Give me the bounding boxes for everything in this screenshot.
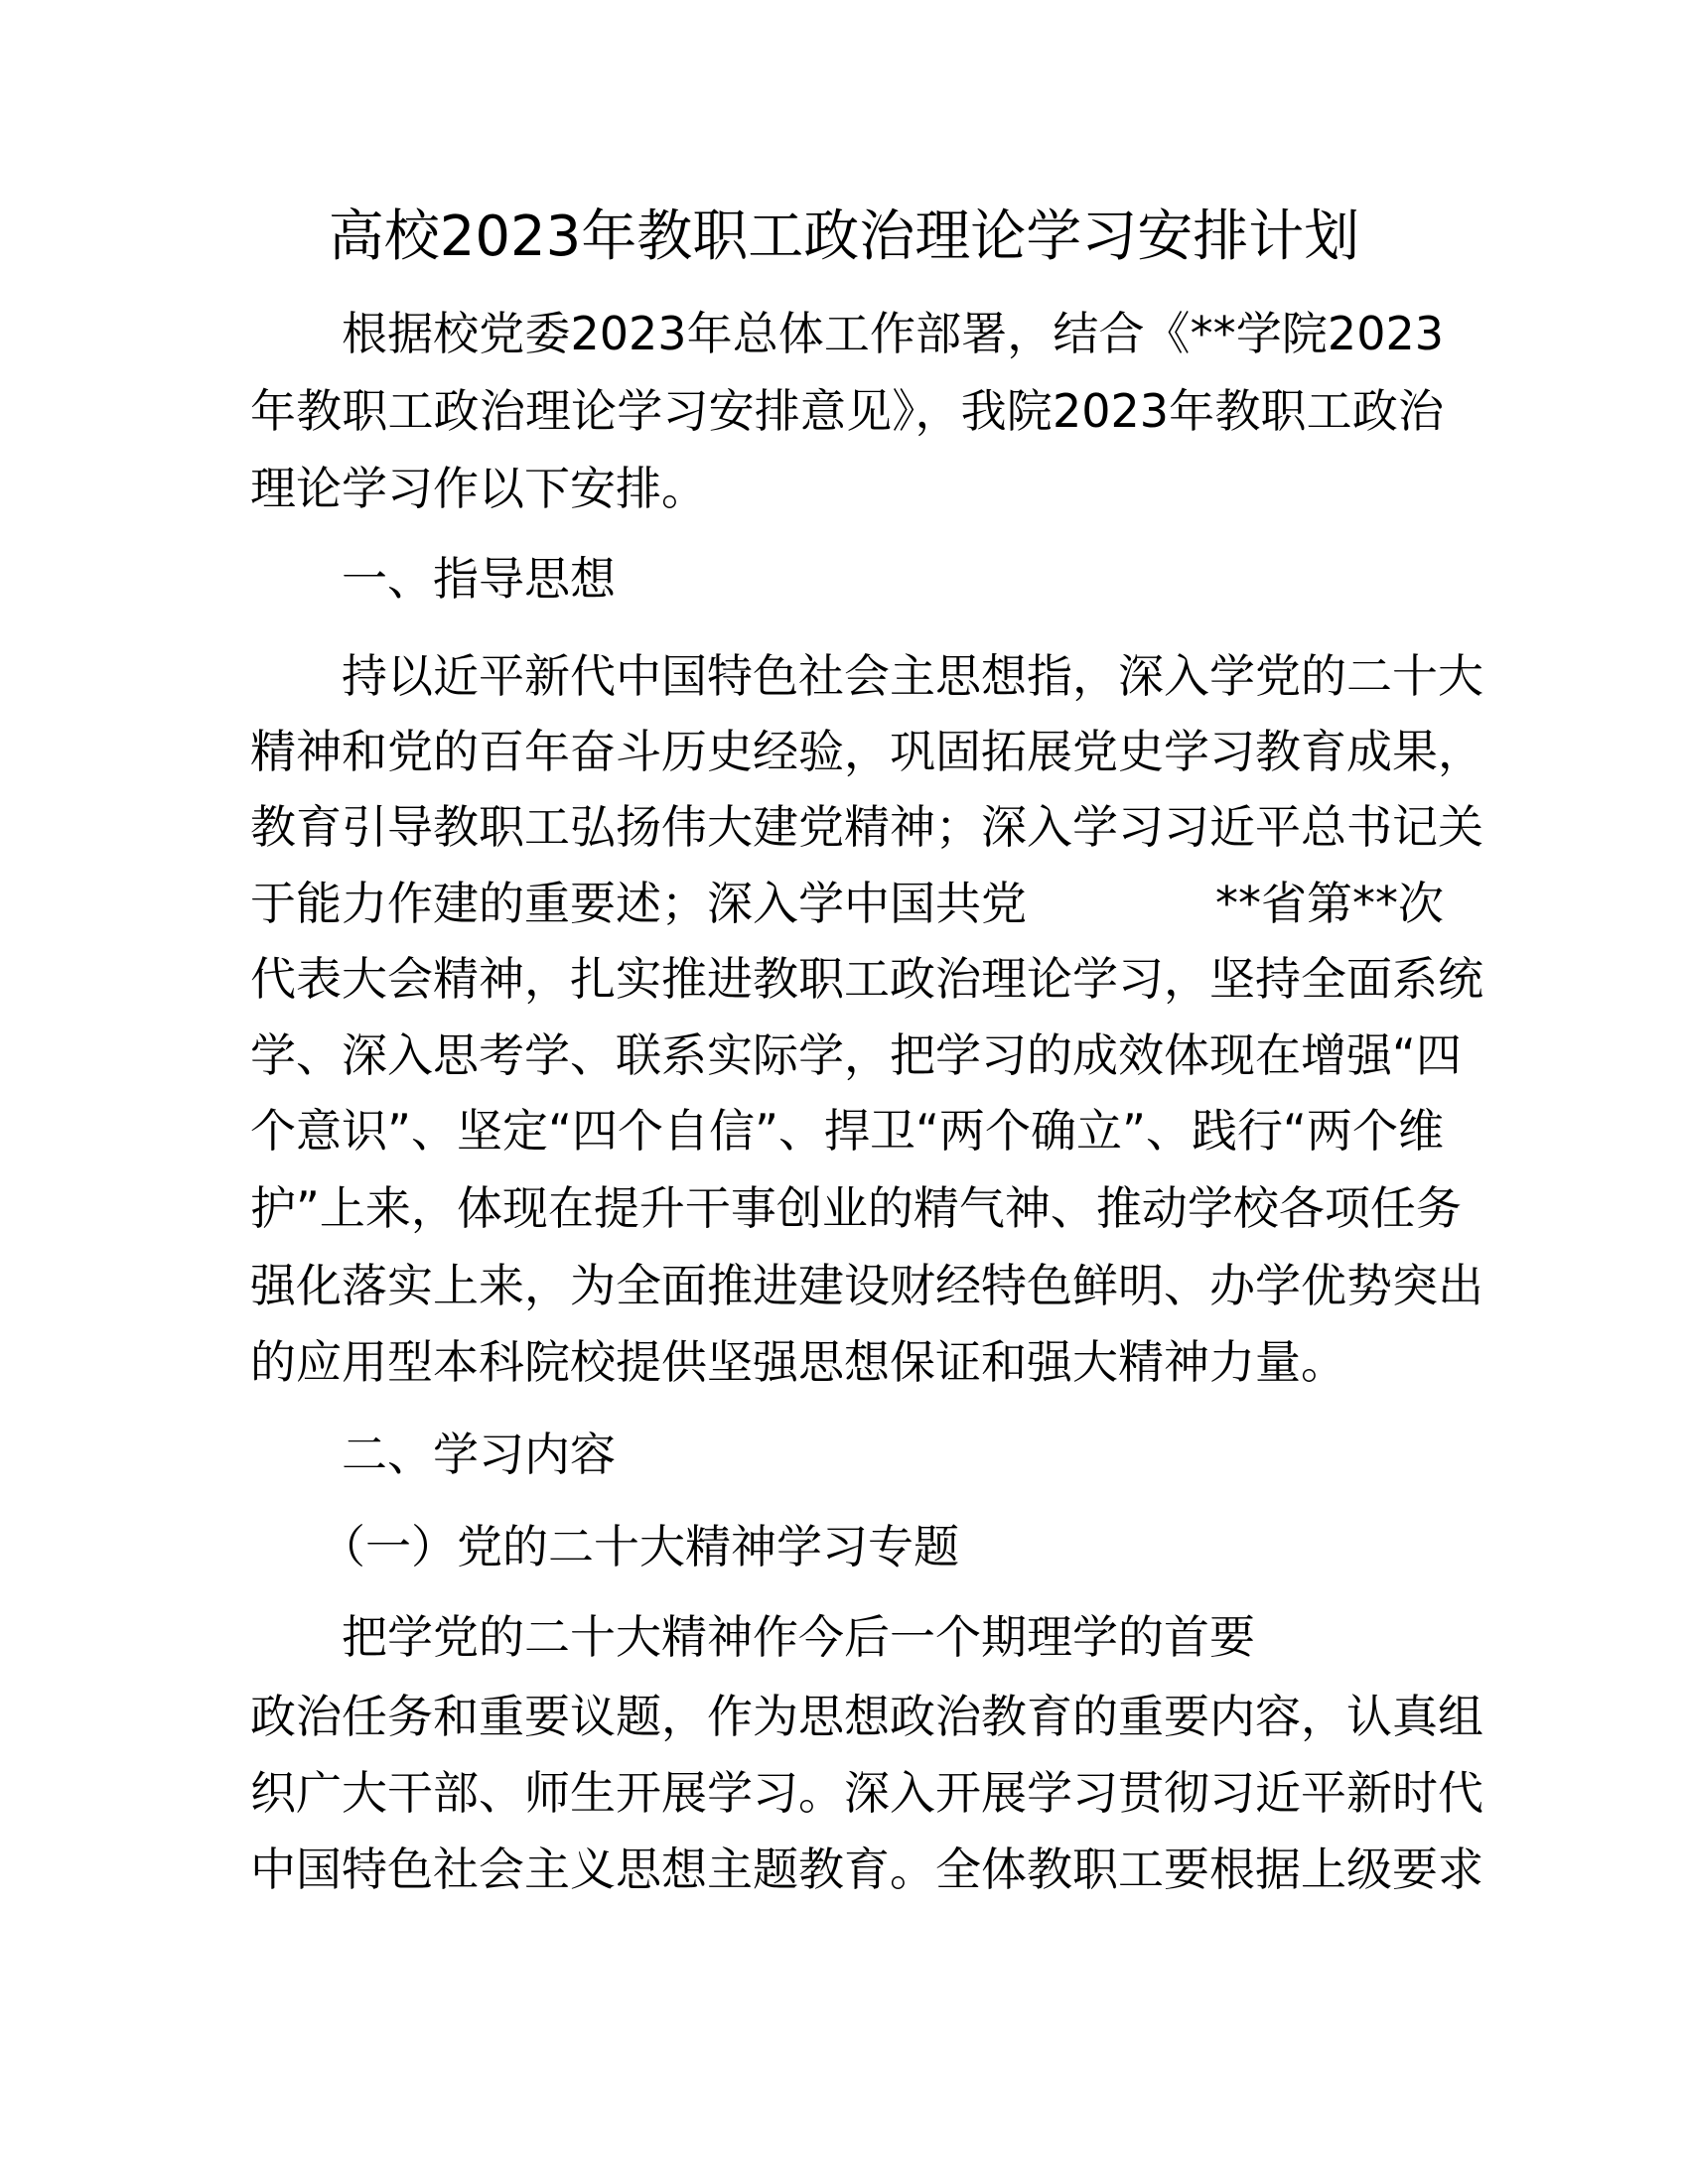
- paragraph-line: 精神和党的百年奋斗历史经验，巩固拓展党史学习教育成果，: [250, 725, 1483, 778]
- paragraph-line: 护”上来，体现在提升干事创业的精气神、推动学校各项任务: [250, 1181, 1462, 1235]
- paragraph-line: 持以近平新代中国特色社会主思想指，深入学党的二十大: [342, 649, 1483, 703]
- paragraph-line: 政治任务和重要议题，作为思想政治教育的重要内容，认真组: [250, 1690, 1483, 1743]
- paragraph-line: 中国特色社会主义思想主题教育。全体教职工要根据上级要求: [250, 1843, 1483, 1896]
- line-segment: **省第**次: [1215, 877, 1444, 930]
- paragraph-line: 织广大干部、师生开展学习。深入开展学习贯彻习近平新时代: [250, 1766, 1483, 1820]
- document-title: 高校2023年教职工政治理论学习安排计划: [328, 205, 1360, 269]
- paragraph-line: 学、深入思考学、联系实际学，把学习的成效体现在增强“四: [250, 1028, 1462, 1082]
- paragraph-line: [250, 874, 1444, 933]
- paragraph-line: 的应用型本科院校提供坚强思想保证和强大精神力量。: [250, 1335, 1346, 1389]
- paragraph-line: 理论学习作以下安排。: [250, 462, 707, 515]
- paragraph-line: 把学党的二十大精神作今后一个期理学的首要: [342, 1610, 1255, 1664]
- paragraph-line: 个意识”、坚定“四个自信”、捍卫“两个确立”、践行“两个维: [250, 1104, 1444, 1158]
- paragraph-line: 年教职工政治理论学习安排意见》，我院2023年教职工政治: [250, 384, 1444, 438]
- paragraph-line: 强化落实上来，为全面推进建设财经特色鲜明、办学优势突出: [250, 1259, 1483, 1312]
- section-heading: 二、学习内容: [342, 1428, 616, 1481]
- paragraph-line: 根据校党委2023年总体工作部署，结合《**学院2023: [342, 307, 1444, 360]
- paragraph-line: 代表大会精神，扎实推进教职工政治理论学习，坚持全面系统: [250, 952, 1483, 1006]
- section-heading: 一、指导思想: [342, 552, 616, 606]
- line-segment: 于能力作建的重要述；深入学中国共党: [250, 877, 1027, 930]
- subsection-heading: （一）党的二十大精神学习专题: [320, 1520, 959, 1573]
- paragraph-line: 教育引导教职工弘扬伟大建党精神；深入学习习近平总书记关: [250, 800, 1483, 854]
